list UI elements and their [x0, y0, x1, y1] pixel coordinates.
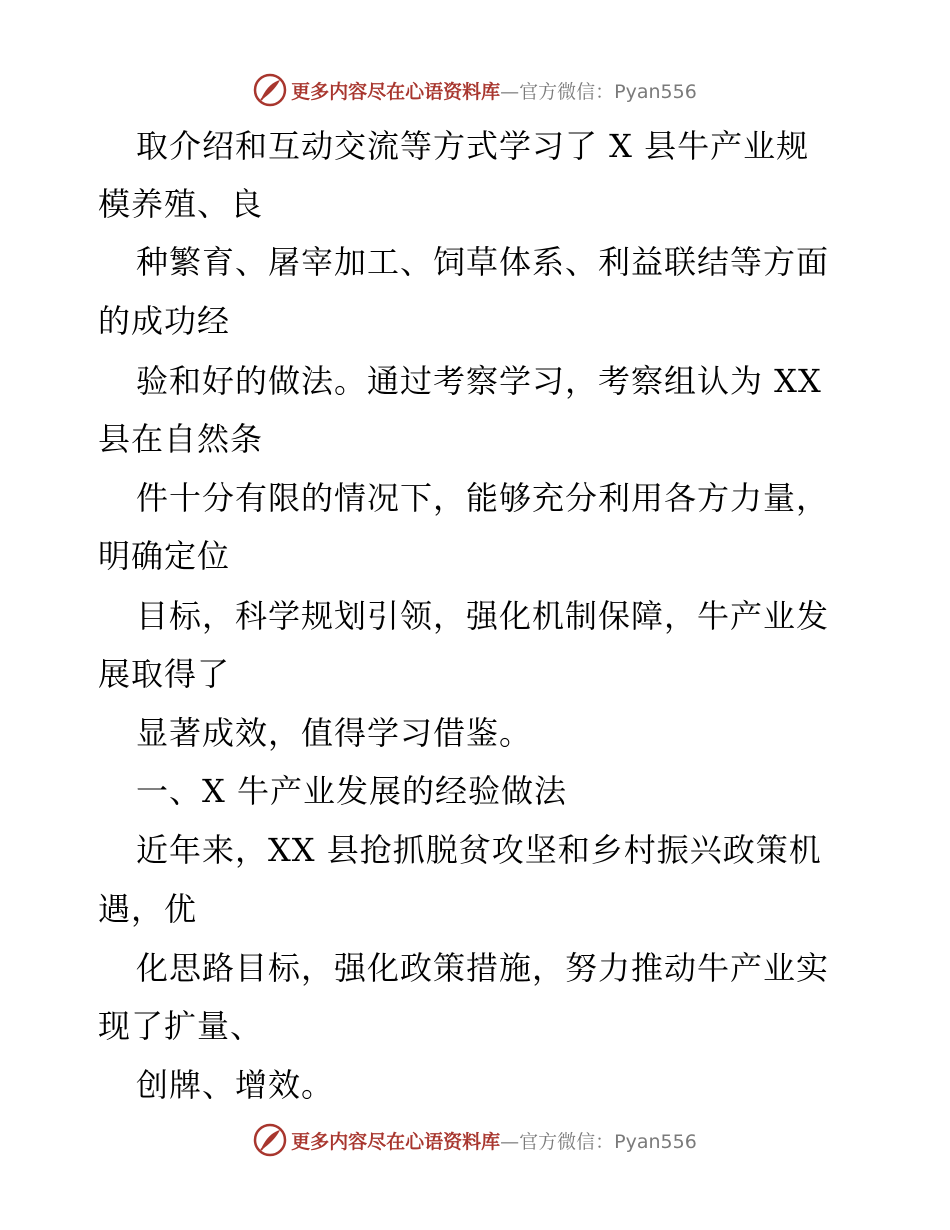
watermark-primary: 更多内容尽在心语资料库 — [291, 1130, 501, 1153]
watermark-dash: — — [500, 80, 520, 103]
body-line: 件十分有限的情况下，能够充分利用各方力量， — [136, 479, 830, 517]
body-line: 化思路目标，强化政策措施，努力推动牛产业实 — [136, 949, 830, 987]
watermark-secondary: 官方微信：Pyan556 — [519, 1130, 697, 1153]
body-line: 显著成效，值得学习借鉴。 — [136, 714, 533, 752]
body-line: 遇，优 — [98, 890, 198, 928]
watermark-dash: — — [500, 1130, 520, 1153]
body-line: 县在自然条 — [98, 420, 264, 458]
header-watermark — [0, 70, 950, 110]
watermark-text — [291, 77, 697, 104]
body-line: 取介绍和互动交流等方式学习了 X 县牛产业规 — [136, 127, 810, 165]
footer-watermark — [0, 1120, 950, 1160]
body-line: 模养殖、良 — [98, 185, 264, 223]
body-line: 近年来，XX 县抢抓脱贫攻坚和乡村振兴政策机 — [136, 831, 822, 869]
watermark-secondary: 官方微信：Pyan556 — [519, 80, 697, 103]
section-heading: 一、X 牛产业发展的经验做法 — [136, 772, 567, 810]
body-line: 验和好的做法。通过考察学习，考察组认为 XX — [136, 362, 822, 400]
watermark-primary: 更多内容尽在心语资料库 — [291, 80, 501, 103]
body-line: 的成功经 — [98, 302, 231, 340]
watermark-group — [253, 73, 697, 107]
body-line: 现了扩量、 — [98, 1007, 264, 1045]
watermark-group — [253, 1123, 697, 1157]
quill-logo-icon — [253, 1123, 287, 1157]
body-line: 种繁育、屠宰加工、饲草体系、利益联结等方面 — [136, 243, 830, 281]
watermark-text — [291, 1127, 697, 1154]
body-line: 展取得了 — [98, 655, 231, 693]
quill-logo-icon — [253, 73, 287, 107]
body-line: 创牌、增效。 — [136, 1066, 335, 1104]
body-line: 目标，科学规划引领，强化机制保障，牛产业发 — [136, 597, 830, 635]
body-line: 明确定位 — [98, 537, 231, 575]
